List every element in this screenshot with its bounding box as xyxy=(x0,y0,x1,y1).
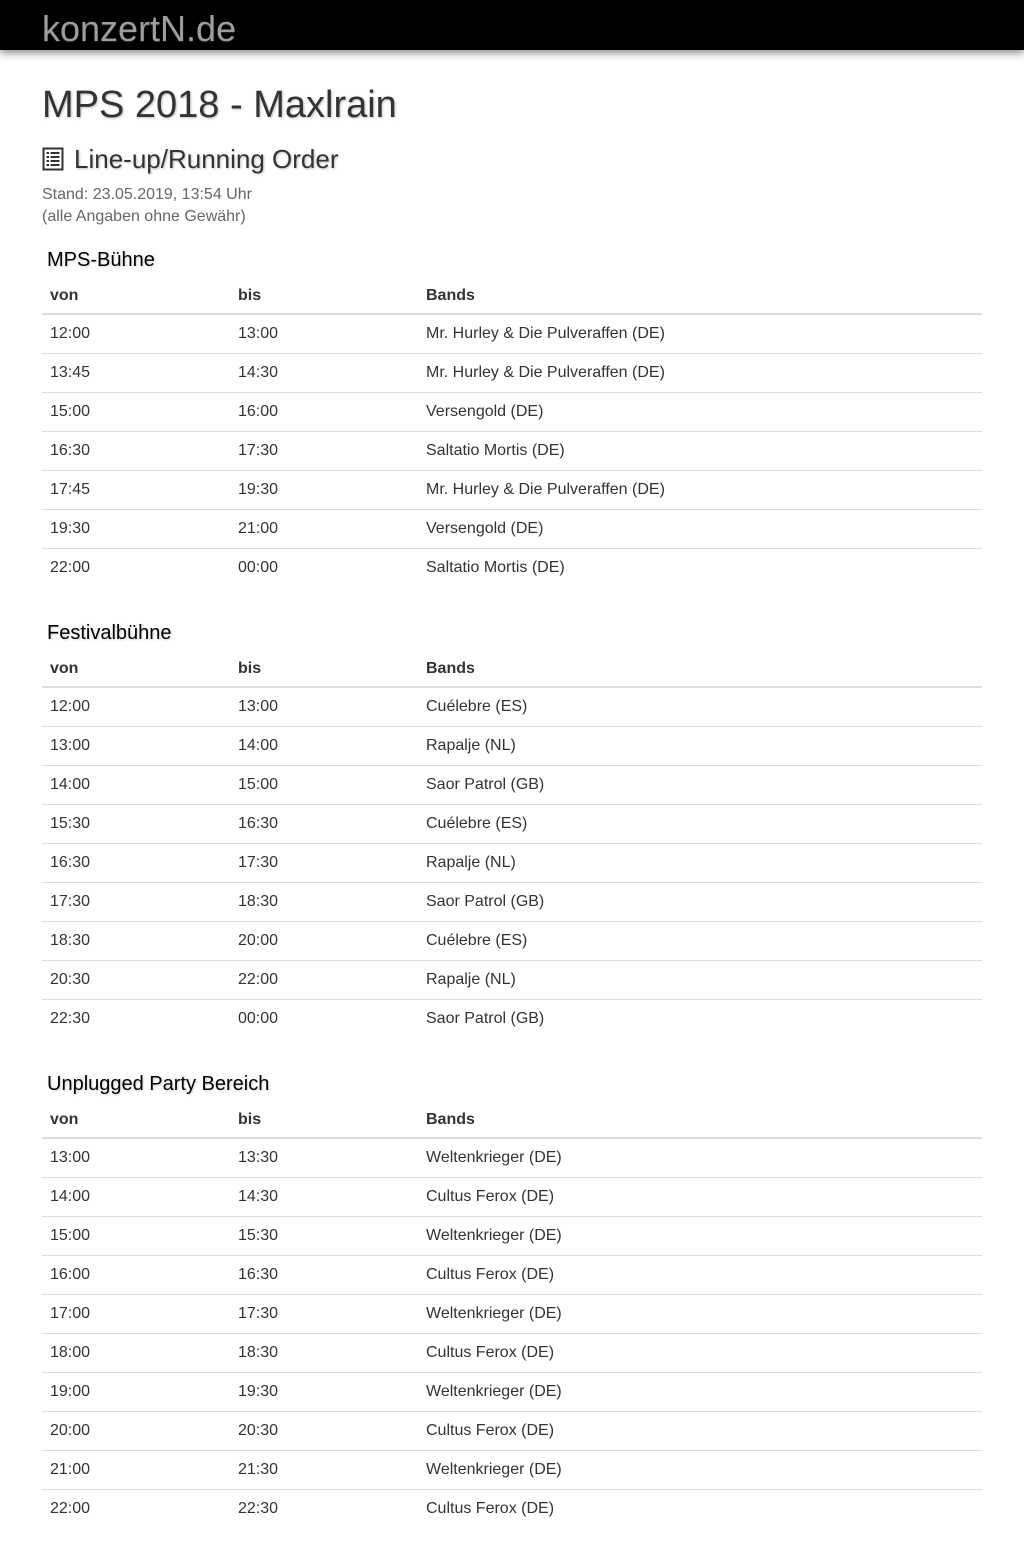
cell-bis: 20:00 xyxy=(230,922,418,961)
cell-band: Versengold (DE) xyxy=(418,393,982,432)
cell-bis: 00:00 xyxy=(230,549,418,588)
cell-bis: 19:30 xyxy=(230,1373,418,1412)
column-header-bands: Bands xyxy=(418,651,982,687)
cell-von: 12:00 xyxy=(50,325,91,342)
stage-section xyxy=(42,1072,982,1528)
table-row xyxy=(42,1000,982,1039)
table-row xyxy=(42,1451,982,1490)
stage-title: Festivalbühne xyxy=(47,622,172,644)
cell-bis: 15:00 xyxy=(230,766,418,805)
table-row xyxy=(42,727,982,766)
cell-band: Weltenkrieger (DE) xyxy=(418,1451,982,1490)
cell-von: 18:30 xyxy=(42,922,230,961)
cell-bis: 21:00 xyxy=(230,510,418,549)
section-title xyxy=(42,144,982,174)
table-row xyxy=(42,1138,982,1178)
cell-bis: 21:30 xyxy=(230,1451,418,1490)
cell-von: 13:00 xyxy=(50,1149,91,1166)
cell-band: Mr. Hurley & Die Pulveraffen (DE) xyxy=(418,354,982,393)
main-content xyxy=(0,84,1024,1528)
brand-logo-link[interactable]: konzertN.de xyxy=(42,8,237,49)
cell-von: 13:00 xyxy=(42,727,230,766)
cell-von: 22:30 xyxy=(42,1000,230,1039)
page-title: MPS 2018 - Maxlrain xyxy=(42,84,397,126)
cell-von: 15:00 xyxy=(42,393,230,432)
table-header-row xyxy=(42,278,982,314)
column-header-von: von xyxy=(42,1102,230,1138)
cell-band: Mr. Hurley & Die Pulveraffen (DE) xyxy=(418,471,982,510)
table-row xyxy=(42,1373,982,1412)
cell-bis: 22:30 xyxy=(230,1490,418,1529)
cell-band: Cultus Ferox (DE) xyxy=(418,1334,982,1373)
cell-von: 18:00 xyxy=(42,1334,230,1373)
cell-bis: 17:30 xyxy=(230,844,418,883)
cell-bis: 22:00 xyxy=(230,961,418,1000)
table-row xyxy=(42,354,982,393)
cell-band: Rapalje (NL) xyxy=(418,961,982,1000)
table-row xyxy=(42,432,982,471)
table-row xyxy=(42,844,982,883)
cell-bis: 13:00 xyxy=(238,325,279,342)
lineup-table xyxy=(42,1102,982,1528)
cell-bis: 18:30 xyxy=(230,1334,418,1373)
cell-band: Saor Patrol (GB) xyxy=(418,766,982,805)
table-row xyxy=(42,1256,982,1295)
cell-bis: 18:30 xyxy=(230,883,418,922)
stage-section xyxy=(42,621,982,1038)
cell-von: 15:30 xyxy=(42,805,230,844)
cell-bis: 13:30 xyxy=(238,1149,279,1166)
lineup-table xyxy=(42,651,982,1038)
section-title-text: Line-up/Running Order xyxy=(74,144,339,174)
cell-bis: 16:00 xyxy=(230,393,418,432)
lineup-table xyxy=(42,278,982,587)
cell-band: Cultus Ferox (DE) xyxy=(418,1412,982,1451)
table-row xyxy=(42,393,982,432)
cell-band: Cuélebre (ES) xyxy=(418,922,982,961)
table-row xyxy=(42,805,982,844)
column-header-bis: bis xyxy=(230,1102,418,1138)
table-row xyxy=(42,314,982,354)
column-header-bands: Bands xyxy=(418,278,982,314)
cell-bis: 14:30 xyxy=(230,354,418,393)
cell-von: 14:00 xyxy=(42,1178,230,1217)
table-row xyxy=(42,922,982,961)
cell-von: 21:00 xyxy=(42,1451,230,1490)
stage-title: MPS-Bühne xyxy=(47,249,155,271)
cell-von: 19:30 xyxy=(42,510,230,549)
cell-band: Weltenkrieger (DE) xyxy=(426,1149,562,1166)
table-row xyxy=(42,1178,982,1217)
cell-von: 16:00 xyxy=(42,1256,230,1295)
cell-von: 19:00 xyxy=(42,1373,230,1412)
cell-bis: 13:00 xyxy=(238,698,279,715)
meta-info xyxy=(42,184,982,228)
table-header-row xyxy=(42,651,982,687)
cell-bis: 14:00 xyxy=(230,727,418,766)
cell-von: 14:00 xyxy=(42,766,230,805)
cell-bis: 00:00 xyxy=(230,1000,418,1039)
top-navbar xyxy=(0,0,1024,50)
cell-von: 12:00 xyxy=(50,698,91,715)
cell-band: Weltenkrieger (DE) xyxy=(418,1373,982,1412)
cell-bis: 16:30 xyxy=(230,805,418,844)
cell-von: 17:45 xyxy=(42,471,230,510)
table-row xyxy=(42,961,982,1000)
cell-band: Cuélebre (ES) xyxy=(418,805,982,844)
cell-bis: 14:30 xyxy=(230,1178,418,1217)
cell-band: Saltatio Mortis (DE) xyxy=(418,432,982,471)
cell-von: 17:30 xyxy=(42,883,230,922)
cell-von: 17:00 xyxy=(42,1295,230,1334)
table-row xyxy=(42,1334,982,1373)
cell-von: 13:45 xyxy=(42,354,230,393)
cell-von: 22:00 xyxy=(42,549,230,588)
table-row xyxy=(42,549,982,588)
cell-band: Saor Patrol (GB) xyxy=(418,1000,982,1039)
cell-bis: 20:30 xyxy=(230,1412,418,1451)
cell-band: Weltenkrieger (DE) xyxy=(418,1217,982,1256)
table-row xyxy=(42,471,982,510)
cell-band: Versengold (DE) xyxy=(418,510,982,549)
stage-title: Unplugged Party Bereich xyxy=(47,1073,270,1095)
cell-von: 15:00 xyxy=(42,1217,230,1256)
table-row xyxy=(42,1295,982,1334)
cell-bis: 19:30 xyxy=(230,471,418,510)
cell-band: Saltatio Mortis (DE) xyxy=(418,549,982,588)
disclaimer: (alle Angaben ohne Gewähr) xyxy=(42,208,246,225)
cell-von: 16:30 xyxy=(42,844,230,883)
column-header-bis: bis xyxy=(230,651,418,687)
table-header-row xyxy=(42,1102,982,1138)
table-row xyxy=(42,510,982,549)
list-document-icon xyxy=(42,147,64,171)
stand-timestamp: Stand: 23.05.2019, 13:54 Uhr xyxy=(42,186,252,203)
cell-band: Saor Patrol (GB) xyxy=(418,883,982,922)
cell-band: Cultus Ferox (DE) xyxy=(418,1178,982,1217)
cell-band: Cultus Ferox (DE) xyxy=(418,1256,982,1295)
table-row xyxy=(42,1217,982,1256)
table-row xyxy=(42,883,982,922)
stage-section xyxy=(42,248,982,587)
column-header-von: von xyxy=(42,651,230,687)
cell-von: 22:00 xyxy=(42,1490,230,1529)
cell-bis: 16:30 xyxy=(230,1256,418,1295)
table-row xyxy=(42,687,982,727)
cell-bis: 17:30 xyxy=(230,432,418,471)
cell-bis: 15:30 xyxy=(230,1217,418,1256)
cell-band: Cultus Ferox (DE) xyxy=(418,1490,982,1529)
stages-list xyxy=(42,248,982,1528)
table-row xyxy=(42,766,982,805)
column-header-von: von xyxy=(42,278,230,314)
cell-band: Mr. Hurley & Die Pulveraffen (DE) xyxy=(426,325,665,342)
cell-bis: 17:30 xyxy=(230,1295,418,1334)
cell-band: Weltenkrieger (DE) xyxy=(418,1295,982,1334)
cell-band: Cuélebre (ES) xyxy=(426,698,528,715)
table-row xyxy=(42,1490,982,1529)
cell-band: Rapalje (NL) xyxy=(418,727,982,766)
cell-von: 16:30 xyxy=(42,432,230,471)
cell-band: Rapalje (NL) xyxy=(418,844,982,883)
column-header-bis: bis xyxy=(230,278,418,314)
cell-von: 20:30 xyxy=(42,961,230,1000)
column-header-bands: Bands xyxy=(418,1102,982,1138)
table-row xyxy=(42,1412,982,1451)
cell-von: 20:00 xyxy=(42,1412,230,1451)
